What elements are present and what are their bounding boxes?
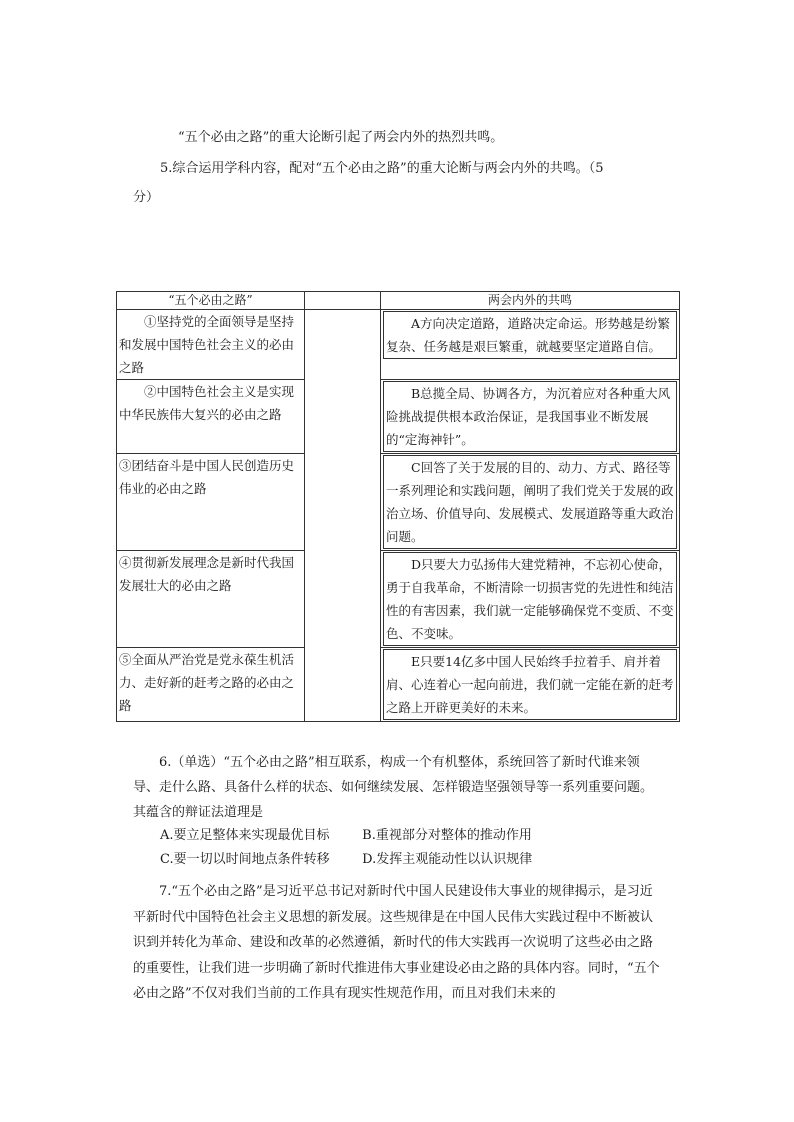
intro-line: “五个必由之路”的重大论断引起了两会内外的热烈共鸣。 xyxy=(178,130,504,145)
table-left-cell-3: ③团结奋斗是中国人民创造历史伟业的必由之路 xyxy=(117,454,305,551)
table-left-cell-5: ⑤全面从严治党是党永葆生机活力、走好新的赶考之路的必由之路 xyxy=(117,648,305,722)
question-6-options xyxy=(160,824,660,872)
question-5-text: 5.综合运用学科内容，配对“五个必由之路”的重大论断与两会内外的共鸣。（5 xyxy=(160,161,604,176)
table-left-cell-4: ④贯彻新发展理念是新时代我国发展壮大的必由之路 xyxy=(117,551,305,648)
table-header-left: “五个必由之路” xyxy=(117,292,305,310)
table-right-text-1: A方向决定道路，道路决定命运。形势越是纷繁复杂、任务越是艰巨繁重，就越要坚定道路自信。 xyxy=(383,311,677,359)
table-right-cell-4 xyxy=(381,551,680,648)
table-right-cell-2 xyxy=(381,380,680,454)
question-6-text: 6.（单选）“五个必由之路”相互联系，构成一个有机整体，系统回答了新时代谁来领导、走什么路、具备什么样的状态、如何继续发展、怎样锻造坚强领导等一系列重要问题。其蕴含的辩证法道理是 xyxy=(133,755,654,820)
table-right-cell-5 xyxy=(381,648,680,722)
table-match-column xyxy=(305,310,381,722)
option-c[interactable]: C.要一切以时间地点条件转移 xyxy=(160,852,330,867)
matching-table xyxy=(116,291,680,722)
table-right-text-4: D只要大力弘扬伟大建党精神，不忘初心使命，勇于自我革命，不断清除一切损害党的先进性和纯洁性的有害因素，我们就一定能够确保党不变质、不变色、不变味。 xyxy=(383,552,677,646)
option-a[interactable]: A.要立足整体来实现最优目标 xyxy=(160,828,330,843)
table-left-cell-2: ②中国特色社会主义是实现中华民族伟大复兴的必由之路 xyxy=(117,380,305,454)
table-right-text-5: E只要14亿多中国人民始终手拉着手、肩并着肩、心连着心一起向前进，我们就一定能在新的赶考之路上开辟更美好的未来。 xyxy=(383,649,677,720)
option-d[interactable]: D.发挥主观能动性以认识规律 xyxy=(362,852,533,867)
table-right-text-2: B总揽全局、协调各方，为沉着应对各种重大风险挑战提供根本政治保证，是我国事业不断发展的“定海神针”。 xyxy=(383,381,677,452)
question-7-text: 7.“五个必由之路”是习近平总书记对新时代中国人民建设伟大事业的规律揭示，是习近平新时代中国特色社会主义思想的新发展。这些规律是在中国人民伟大实践过程中不断被认识到并转化为革命、建设和改革的必然遵循，新时代的伟大实践再一次说明了这些必由之路的重要性，让我们进一步明确了新时代推进伟大事业建设必由之路的具体内容。同时，“五个必由之路”不仅对我们当前的工作具有现实性规范作用，而且对我们未来的 xyxy=(133,884,660,1001)
table-header-right: 两会内外的共鸣 xyxy=(381,292,680,310)
table-left-cell-1: ①坚持党的全面领导是坚持和发展中国特色社会主义的必由之路 xyxy=(117,310,305,380)
table-right-text-3: C回答了关于发展的目的、动力、方式、路径等一系列理论和实践问题，阐明了我们党关于发展的政治立场、价值导向、发展模式、发展道路等重大政治问题。 xyxy=(383,455,677,549)
table-right-cell-1 xyxy=(381,310,680,380)
table-right-cell-3 xyxy=(381,454,680,551)
table-header-blank xyxy=(305,292,381,310)
option-b[interactable]: B.重视部分对整体的推动作用 xyxy=(362,828,532,843)
question-5-text-continued: 分） xyxy=(133,190,160,205)
